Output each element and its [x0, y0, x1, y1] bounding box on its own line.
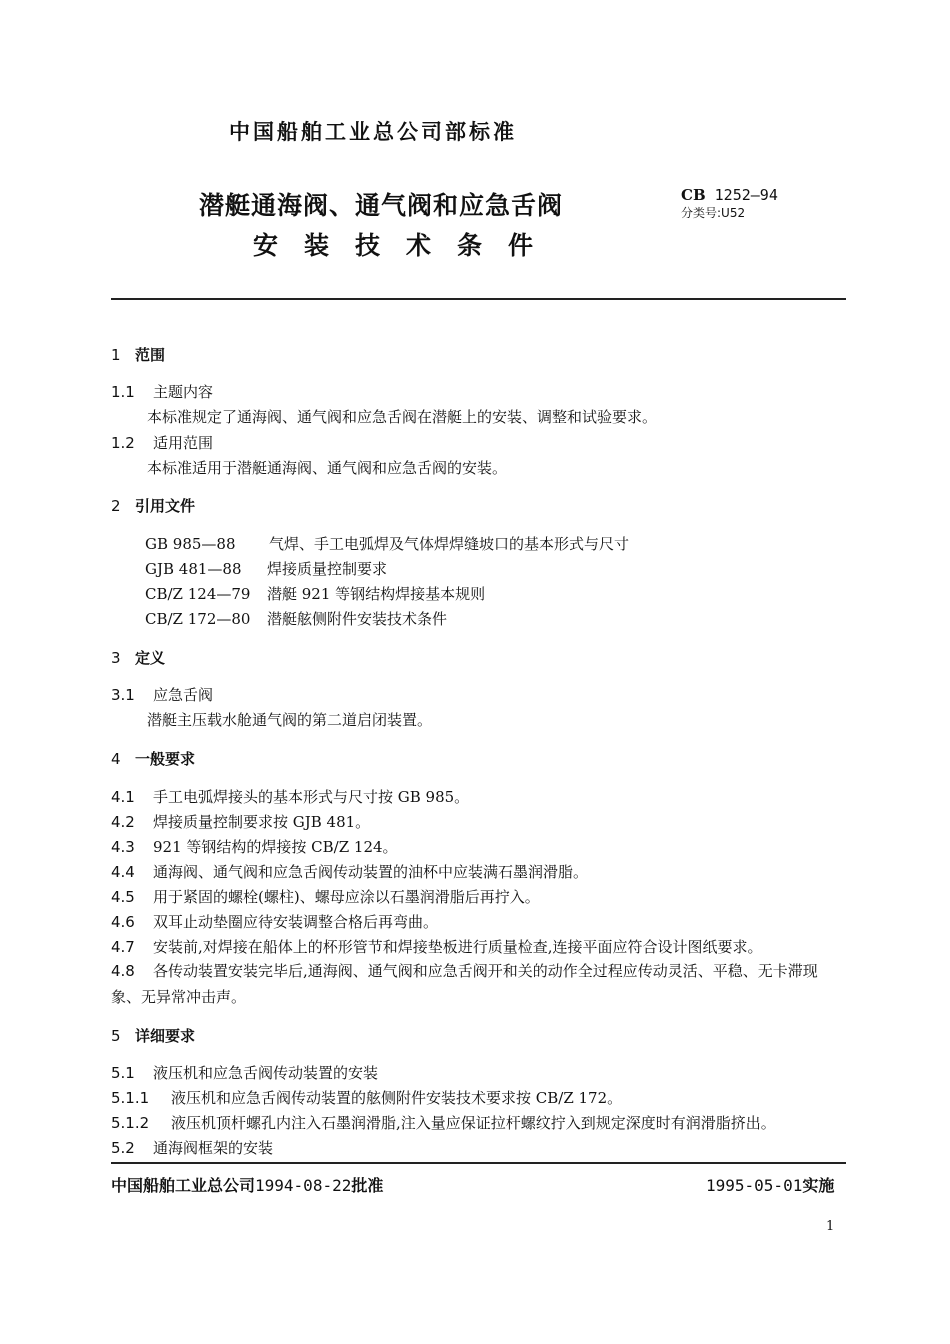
footer-divider	[111, 1162, 846, 1164]
reference-item: GB 985—88 气焊、手工电弧焊及气体焊焊缝坡口的基本形式与尺寸	[145, 535, 630, 553]
list-item: 4.1 手工电弧焊接头的基本形式与尺寸按 GB 985。	[111, 788, 470, 806]
document-title-line1: 潜艇通海阀、通气阀和应急舌阀	[199, 191, 564, 220]
section-1-2-heading: 1.2 适用范围	[111, 434, 214, 452]
section-1-1-heading: 1.1 主题内容	[111, 383, 214, 401]
page-number: 1	[826, 1219, 835, 1234]
effective-info: 1995-05-01实施	[706, 1176, 835, 1195]
list-item: 5.1.2 液压机顶杆螺孔内注入石墨润滑脂,注入量应保证拉杆螺纹拧入到规定深度时有润滑脂挤出。	[111, 1114, 776, 1132]
standard-prefix: CB	[681, 186, 706, 204]
section-1-1-text: 本标准规定了通海阀、通气阀和应急舌阀在潜艇上的安装、调整和试验要求。	[147, 408, 658, 426]
document-title-line2: 安装技术条件	[253, 231, 560, 260]
section-3-1-text: 潜艇主压载水舱通气阀的第二道启闭装置。	[147, 711, 433, 729]
standard-number: 1252—94	[714, 186, 778, 204]
list-item: 4.7 安装前,对焊接在船体上的杯形管节和焊接垫板进行质量检查,连接平面应符合设计图纸要求。	[111, 938, 763, 956]
list-item: 4.2 焊接质量控制要求按 GJB 481。	[111, 813, 371, 831]
section-1-2-text: 本标准适用于潜艇通海阀、通气阀和应急舌阀的安装。	[147, 459, 508, 477]
reference-item: CB/Z 172—80 潜艇舷侧附件安装技术条件	[145, 610, 448, 628]
list-item: 5.1 液压机和应急舌阀传动装置的安装	[111, 1064, 379, 1082]
section-3-1-heading: 3.1 应急舌阀	[111, 686, 214, 704]
standard-code	[681, 186, 778, 204]
section-3-heading: 3 定义	[111, 649, 166, 667]
section-1-heading: 1 范围	[111, 346, 166, 364]
list-item: 4.3 921 等钢结构的焊接按 CB/Z 124。	[111, 838, 398, 856]
list-item: 5.1.1 液压机和应急舌阀传动装置的舷侧附件安装技术要求按 CB/Z 172。	[111, 1089, 623, 1107]
list-item: 4.5 用于紧固的螺栓(螺柱)、螺母应涂以石墨润滑脂后再拧入。	[111, 888, 540, 906]
section-5-heading: 5 详细要求	[111, 1027, 196, 1045]
section-4-heading: 4 一般要求	[111, 750, 196, 768]
reference-item: GJB 481—88 焊接质量控制要求	[145, 560, 388, 578]
list-item: 4.6 双耳止动垫圈应待安装调整合格后再弯曲。	[111, 913, 439, 931]
list-item: 5.2 通海阀框架的安装	[111, 1139, 274, 1157]
approval-info: 中国船舶工业总公司1994-08-22批准	[111, 1176, 384, 1195]
header-divider	[111, 298, 846, 300]
reference-item: CB/Z 124—79 潜艇 921 等钢结构焊接基本规则	[145, 585, 486, 603]
organization-title: 中国船舶工业总公司部标准	[229, 120, 517, 144]
section-2-heading: 2 引用文件	[111, 497, 196, 515]
list-item: 4.8 各传动装置安装完毕后,通海阀、通气阀和应急舌阀开和关的动作全过程应传动灵活、平稳、无卡滞现象、无异常冲击声。	[111, 962, 818, 1006]
classification-number: 分类号:U52	[681, 206, 746, 220]
list-item: 4.4 通海阀、通气阀和应急舌阀传动装置的油杯中应装满石墨润滑脂。	[111, 863, 589, 881]
